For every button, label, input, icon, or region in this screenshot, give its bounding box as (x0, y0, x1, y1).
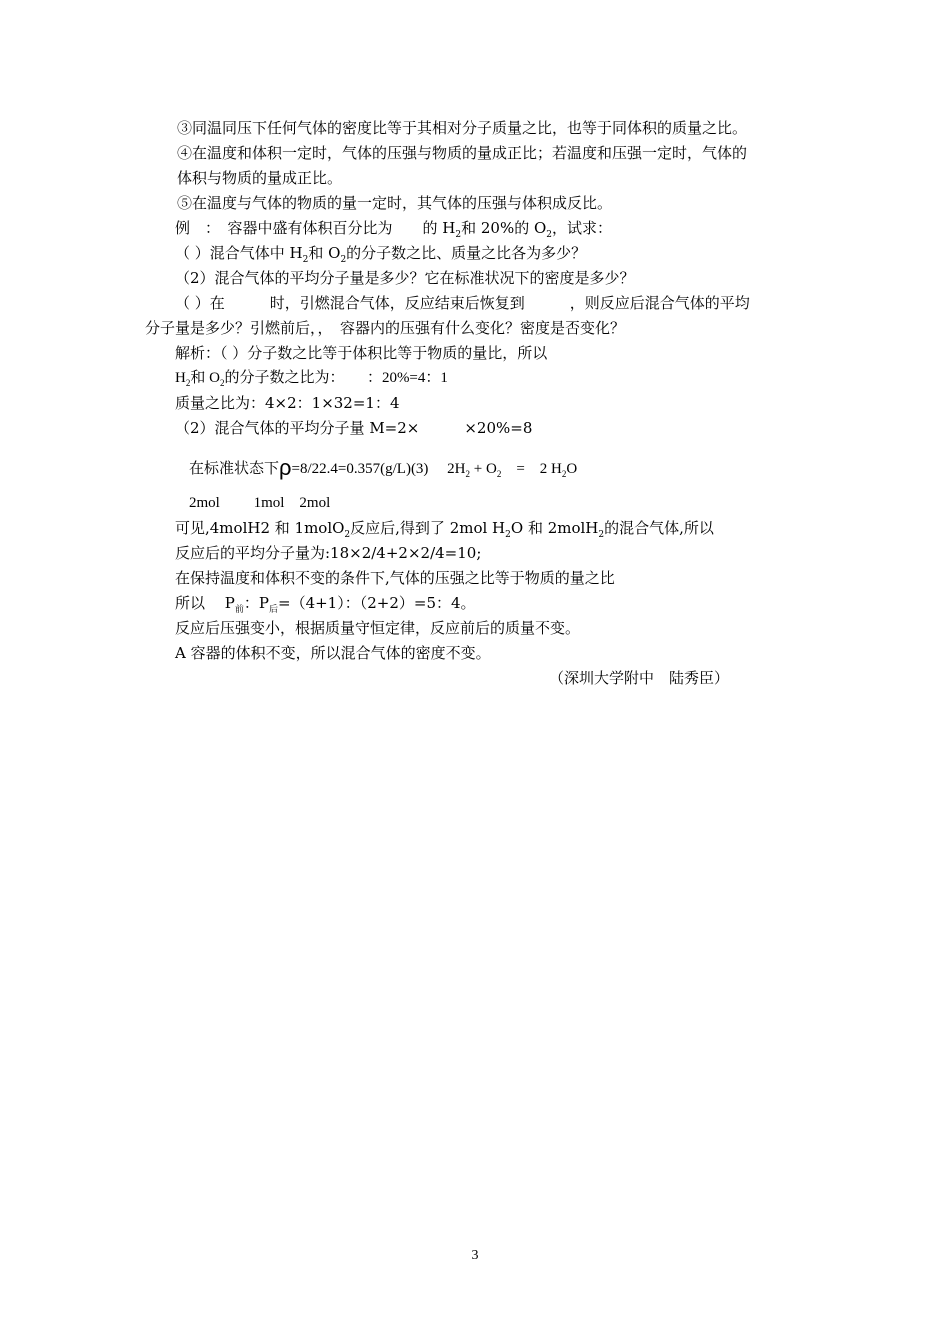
example-line (175, 218, 612, 238)
question-2: （2）混合气体的平均分子量是多少？它在标准状况下的密度是多少？ (175, 269, 635, 287)
subscript: 2 (561, 469, 567, 479)
subscript: 2 (344, 530, 351, 540)
rho-symbol: ρ (279, 455, 292, 480)
answer-text: + O (470, 461, 497, 477)
author-credit: （深圳大学附中 陆秀臣） (549, 669, 730, 687)
answer-text: O 和 2molH (510, 519, 599, 537)
example-text: ，试求： (552, 219, 613, 237)
answer-text: 和 O (190, 370, 220, 386)
rule-5: ⑤在温度与气体的物质的量一定时，其气体的压强与体积成反比。 (177, 194, 613, 212)
subscript: 2 (598, 530, 605, 540)
question-text: 和 O (308, 244, 341, 262)
subscript: 2 (496, 469, 502, 479)
answer-8: 反应后的平均分子量为:18×2/4+2×2/4=10; (175, 544, 482, 562)
question-text: 的分子数之比、质量之比各为多少？ (346, 244, 587, 262)
answer-text: 的混合气体,所以 (604, 519, 714, 537)
subscript: 2 (219, 378, 225, 388)
rule-4: ④在温度和体积一定时，气体的压强与物质的量成正比；若温度和压强一定时，气体的 (177, 144, 748, 162)
subscript: 2 (455, 230, 462, 240)
answer-text: 可见,4molH2 和 1molO (175, 519, 345, 537)
answer-text: H (175, 370, 186, 386)
answer-text: 在标准状态下 (189, 461, 280, 477)
answer-9: 在保持温度和体积不变的条件下,气体的压强之比等于物质的量之比 (175, 569, 615, 587)
subscript: 2 (546, 230, 553, 240)
page-number: 3 (471, 1248, 479, 1263)
subscript: 2 (185, 378, 191, 388)
answer-text: =8/22.4=0.357(g/L)(3) 2H (291, 461, 466, 477)
answer-text: ：P (243, 594, 269, 612)
subscript: 2 (302, 255, 309, 265)
answer-2 (175, 368, 448, 388)
question-text: （ ）混合气体中 H (175, 244, 303, 262)
answer-3: 质量之比为：4×2：1×32=1：4 (175, 394, 400, 412)
answer-11: 反应后压强变小，根据质量守恒定律，反应前后的质量不变。 (175, 619, 581, 637)
answer-text: = 2 H (501, 461, 562, 477)
answer-text: 的分子数之比为： ：20%=4：1 (224, 370, 448, 386)
answer-10 (175, 593, 476, 613)
question-3-cont: 分子量是多少？引燃前后，， 容器内的压强有什么变化？密度是否变化？ (145, 319, 626, 337)
answer-text: 所以 P (175, 594, 235, 612)
answer-text: O (566, 461, 578, 477)
question-3: （ ）在 时，引燃混合气体，反应结束后恢复到 ，则反应后混合气体的平均 (175, 294, 750, 312)
answer-text: 反应后,得到了 2mol H (350, 519, 506, 537)
answer-text: =（4+1）：（2+2）=5：4。 (278, 594, 476, 612)
answer-6-moles: 2mol 1mol 2mol (189, 495, 331, 511)
answer-5-equation (189, 455, 578, 480)
example-text: 和 20%的 O (461, 219, 547, 237)
answer-1: 解析：（ ）分子数之比等于体积比等于物质的量比，所以 (175, 344, 548, 362)
question-1 (175, 243, 586, 263)
rule-3: ③同温同压下任何气体的密度比等于其相对分子质量之比，也等于同体积的质量之比。 (177, 119, 748, 137)
answer-4: （2）混合气体的平均分子量 M=2× ×20%=8 (175, 419, 533, 437)
subscript-after: 后 (268, 605, 278, 615)
subscript-before: 前 (234, 605, 244, 615)
example-text: 例 ： 容器中盛有体积百分比为 的 H (175, 219, 456, 237)
rule-4-cont: 体积与物质的量成正比。 (177, 169, 343, 187)
answer-7 (175, 518, 714, 538)
subscript: 2 (505, 530, 511, 540)
subscript: 2 (465, 469, 471, 479)
subscript: 2 (340, 255, 347, 265)
answer-12: A 容器的体积不变，所以混合气体的密度不变。 (175, 644, 491, 662)
